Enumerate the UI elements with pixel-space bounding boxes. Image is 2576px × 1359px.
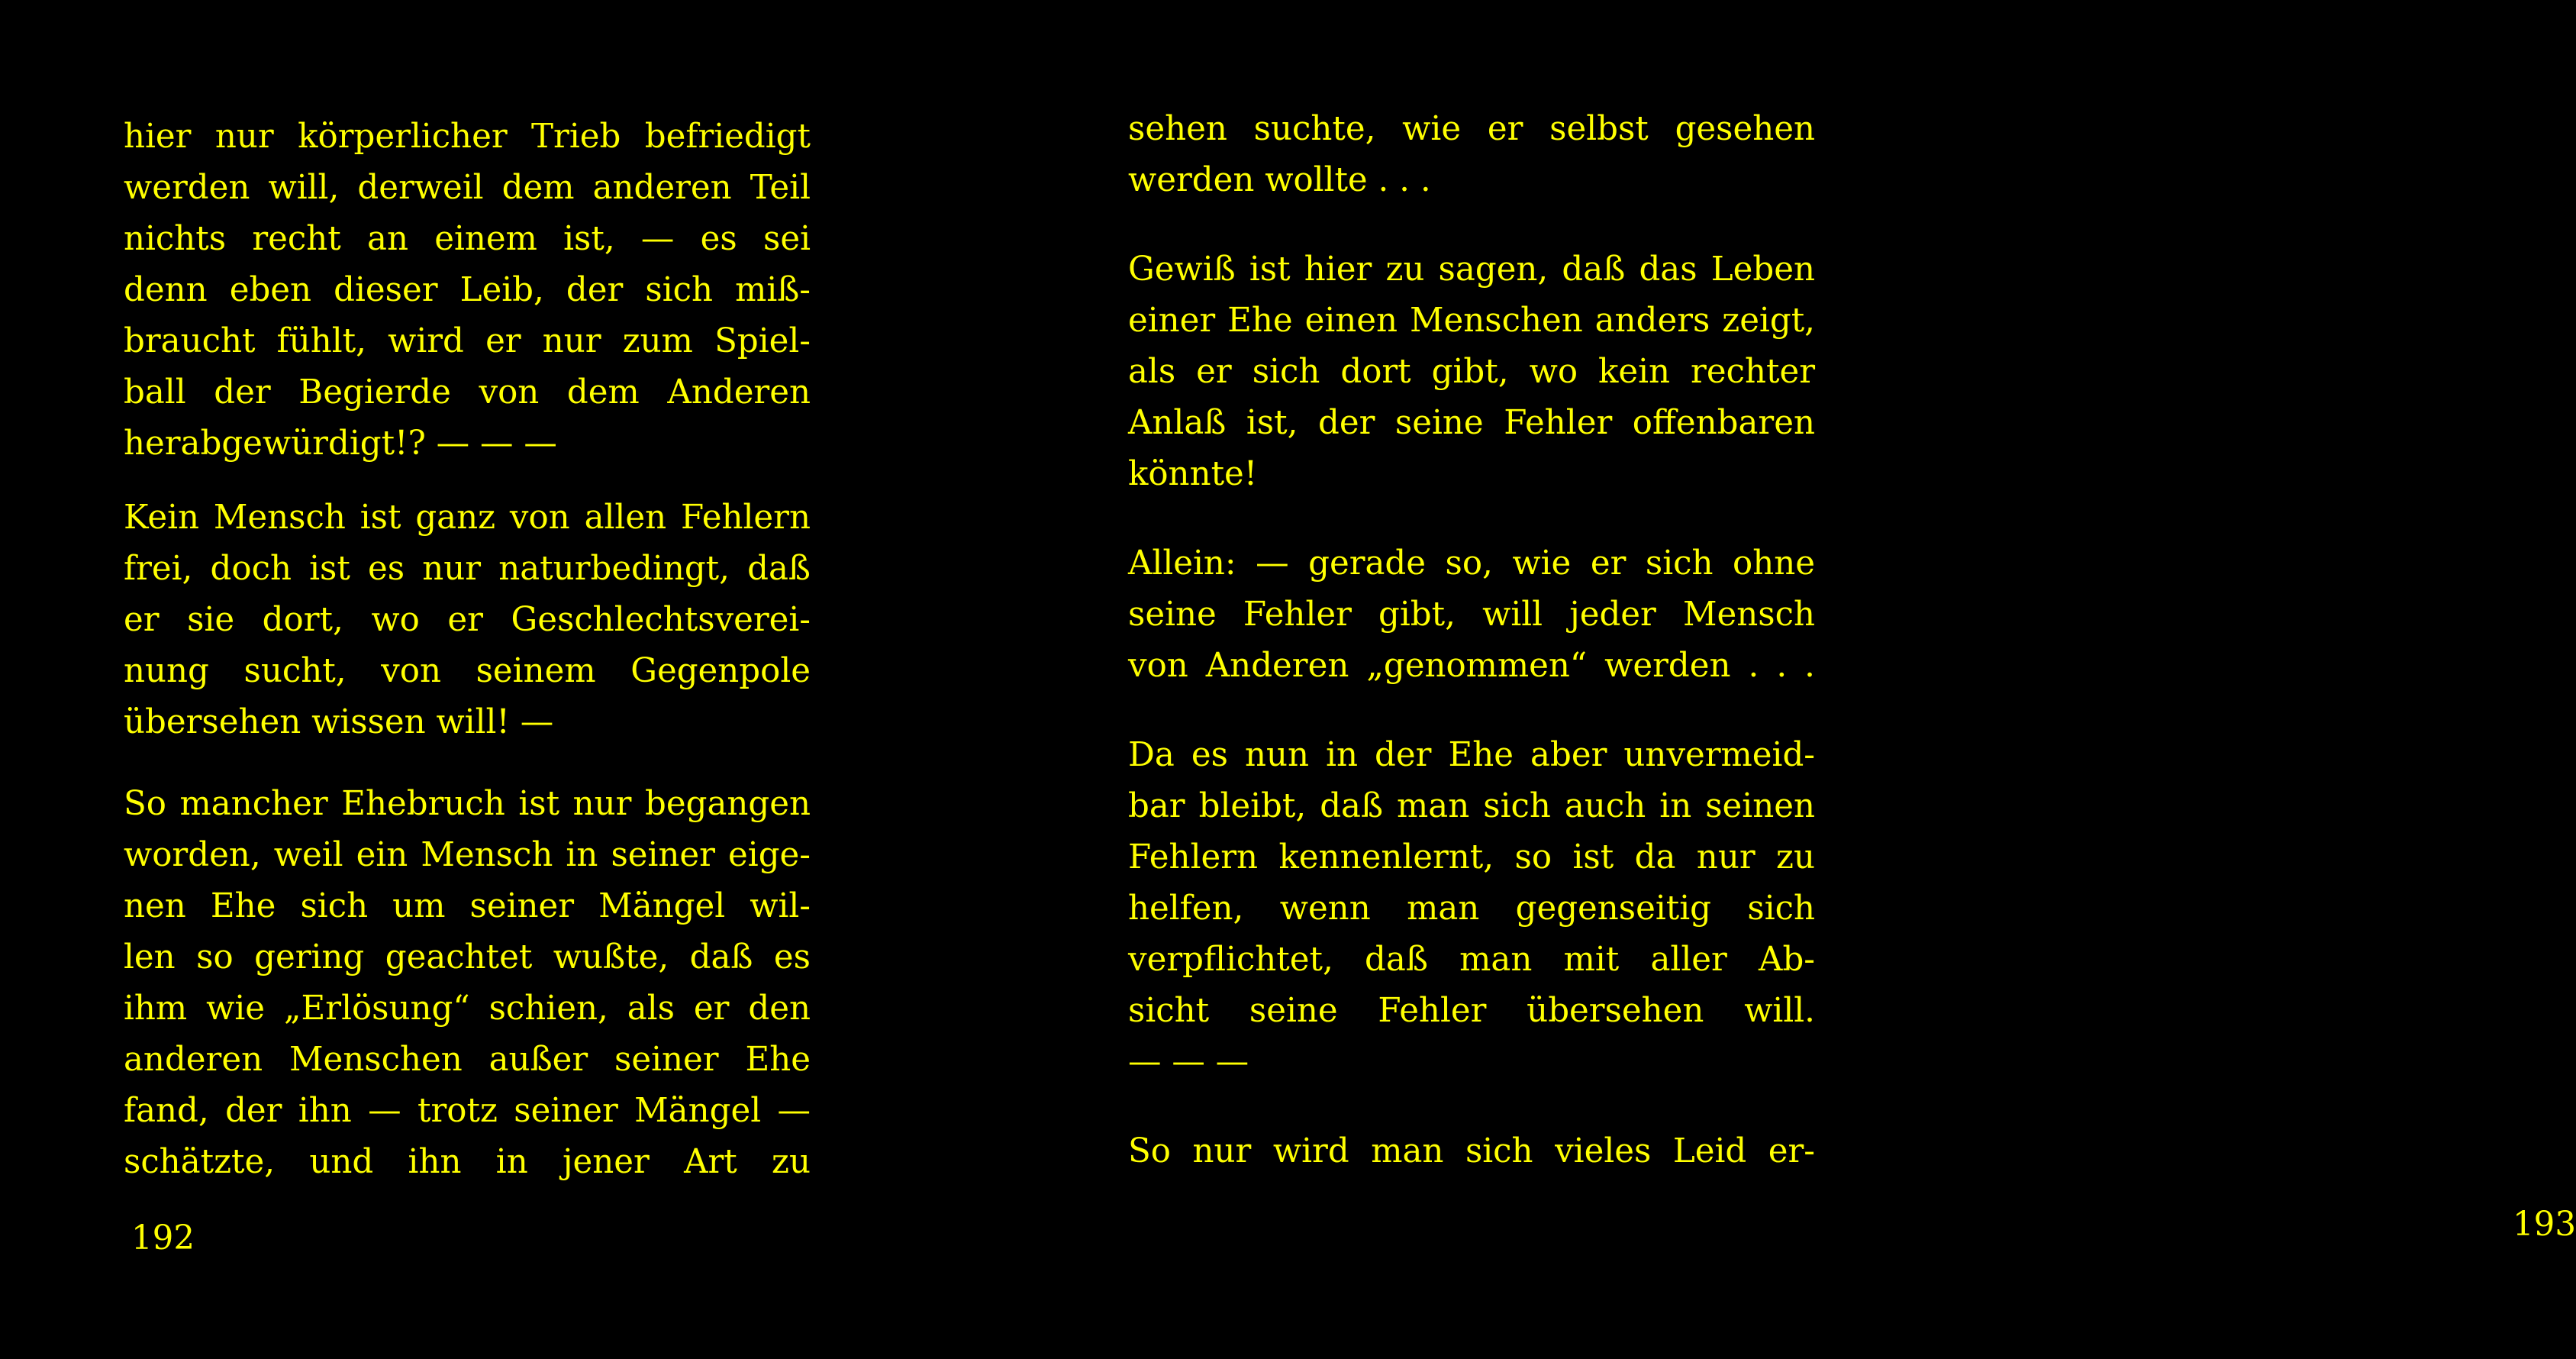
paragraph (1128, 244, 1815, 500)
right-page-text (1128, 104, 1815, 1200)
paragraph (1128, 104, 1815, 206)
text-line: nichts recht an einem ist, — es sei (124, 220, 811, 258)
paragraph (124, 779, 811, 1188)
text-line: nen Ehe sich um seiner Mängel wil- (124, 887, 811, 925)
text-line: bar bleibt, daß man sich auch in seinen (1128, 787, 1815, 825)
text-line: denn eben dieser Leib, der sich miß- (124, 271, 811, 309)
text-line: braucht fühlt, wird er nur zum Spiel- (124, 322, 811, 360)
text-line: verpflichtet, daß man mit aller Ab- (1128, 941, 1815, 979)
paragraph (1128, 1126, 1815, 1177)
text-line: sicht seine Fehler übersehen will. (1128, 992, 1815, 1030)
text-line: — — — (1128, 1043, 1249, 1081)
text-line: Anlaß ist, der seine Fehler offenbaren (1128, 404, 1815, 442)
text-line: herabgewürdigt!? — — — (124, 424, 557, 463)
paragraph (124, 111, 811, 470)
text-line: sehen suchte, wie er selbst gesehen (1128, 110, 1815, 148)
paragraph (1128, 538, 1815, 692)
text-line: helfen, wenn man gegenseitig sich (1128, 889, 1815, 928)
text-line: frei, doch ist es nur naturbedingt, daß (124, 550, 811, 588)
text-line: nung sucht, von seinem Gegenpole (124, 652, 811, 690)
paragraph (1128, 730, 1815, 1088)
text-line: schätzte, und ihn in jener Art zu (124, 1143, 811, 1181)
text-line: anderen Menschen außer seiner Ehe (124, 1041, 811, 1079)
text-line: Kein Mensch ist ganz von allen Fehlern (124, 499, 811, 537)
text-line: So mancher Ehebruch ist nur begangen (124, 785, 811, 823)
text-line: übersehen wissen will! — (124, 703, 554, 741)
text-line: Fehlern kennenlernt, so ist da nur zu (1128, 838, 1815, 876)
right-page (969, 0, 2576, 1359)
text-line: werden will, derweil dem anderen Teil (124, 169, 811, 207)
text-line: Gewiß ist hier zu sagen, daß das Leben (1128, 250, 1815, 289)
text-line: hier nur körperlicher Trieb befriedigt (124, 118, 811, 156)
paragraph (124, 492, 811, 748)
text-line: seine Fehler gibt, will jeder Mensch (1128, 596, 1815, 634)
text-line: Da es nun in der Ehe aber unvermeid- (1128, 736, 1815, 774)
text-line: Allein: — gerade so, wie er sich ohne (1128, 544, 1815, 583)
text-line: ihm wie „Erlösung“ schien, als er den (124, 989, 811, 1028)
text-line: fand, der ihn — trotz seiner Mängel — (124, 1092, 811, 1130)
page-number: 192 (131, 1219, 195, 1257)
left-page (0, 0, 969, 1359)
left-page-text (124, 111, 811, 1211)
text-line: er sie dort, wo er Geschlechtsverei- (124, 601, 811, 639)
text-line: So nur wird man sich vieles Leid er- (1128, 1132, 1815, 1170)
page-number: 193 (2513, 1206, 2576, 1244)
text-line: als er sich dort gibt, wo kein rechter (1128, 353, 1815, 391)
text-line: werden wollte . . . (1128, 161, 1431, 199)
text-line: könnte! (1128, 455, 1258, 493)
text-line: von Anderen „genommen“ werden . . . (1128, 647, 1815, 685)
text-line: len so gering geachtet wußte, daß es (124, 938, 811, 976)
text-line: worden, weil ein Mensch in seiner eige- (124, 836, 811, 874)
text-line: ball der Begierde von dem Anderen (124, 373, 811, 412)
text-line: einer Ehe einen Menschen anders zeigt, (1128, 302, 1815, 340)
